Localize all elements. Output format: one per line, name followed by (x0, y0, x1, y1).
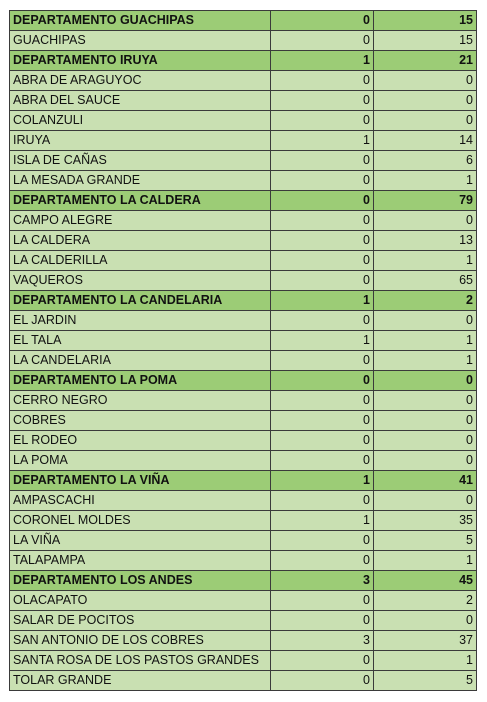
cell-name[interactable]: LA MESADA GRANDE (10, 171, 271, 191)
cell-count-b[interactable]: 35 (374, 511, 477, 531)
cell-count-a[interactable]: 0 (271, 91, 374, 111)
cell-count-a[interactable]: 0 (271, 111, 374, 131)
cell-count-a[interactable]: 0 (271, 351, 374, 371)
cell-count-a[interactable]: 0 (271, 411, 374, 431)
cell-name[interactable]: DEPARTAMENTO LA CALDERA (10, 191, 271, 211)
cell-count-a[interactable]: 0 (271, 171, 374, 191)
cell-name[interactable]: LA CANDELARIA (10, 351, 271, 371)
table-row (10, 351, 477, 371)
cell-name[interactable]: DEPARTAMENTO LA CANDELARIA (10, 291, 271, 311)
cell-count-b[interactable]: 1 (374, 251, 477, 271)
cell-count-b[interactable]: 41 (374, 471, 477, 491)
cell-count-b[interactable]: 0 (374, 411, 477, 431)
department-row (10, 371, 477, 391)
department-table (9, 10, 477, 691)
cell-name[interactable]: LA VIÑA (10, 531, 271, 551)
cell-count-a[interactable]: 0 (271, 431, 374, 451)
cell-name[interactable]: CAMPO ALEGRE (10, 211, 271, 231)
cell-name[interactable]: TOLAR GRANDE (10, 671, 271, 691)
table-row (10, 491, 477, 511)
cell-count-a[interactable]: 0 (271, 451, 374, 471)
table-row (10, 331, 477, 351)
table-row (10, 71, 477, 91)
cell-count-b[interactable]: 14 (374, 131, 477, 151)
cell-count-a[interactable]: 0 (271, 231, 374, 251)
cell-count-b[interactable]: 45 (374, 571, 477, 591)
cell-count-b[interactable]: 0 (374, 391, 477, 411)
table-row (10, 111, 477, 131)
table-row (10, 271, 477, 291)
cell-count-a[interactable]: 0 (271, 151, 374, 171)
cell-name[interactable]: ABRA DE ARAGUYOC (10, 71, 271, 91)
cell-name[interactable]: VAQUEROS (10, 271, 271, 291)
cell-count-a[interactable]: 0 (271, 311, 374, 331)
cell-count-b[interactable]: 0 (374, 611, 477, 631)
cell-count-a[interactable]: 0 (271, 491, 374, 511)
cell-count-a[interactable]: 3 (271, 571, 374, 591)
cell-count-b[interactable]: 0 (374, 111, 477, 131)
table-row (10, 411, 477, 431)
table-row (10, 671, 477, 691)
cell-count-a[interactable]: 0 (271, 551, 374, 571)
department-row (10, 11, 477, 31)
department-row (10, 51, 477, 71)
table-row (10, 251, 477, 271)
department-row (10, 571, 477, 591)
table-row (10, 591, 477, 611)
cell-count-b[interactable]: 2 (374, 291, 477, 311)
cell-count-a[interactable]: 3 (271, 631, 374, 651)
cell-count-b[interactable]: 13 (374, 231, 477, 251)
cell-count-a[interactable]: 0 (271, 391, 374, 411)
cell-count-b[interactable]: 79 (374, 191, 477, 211)
cell-count-b[interactable]: 1 (374, 651, 477, 671)
cell-count-b[interactable]: 1 (374, 331, 477, 351)
cell-name[interactable]: SAN ANTONIO DE LOS COBRES (10, 631, 271, 651)
table-row (10, 171, 477, 191)
table-row (10, 531, 477, 551)
cell-count-b[interactable]: 37 (374, 631, 477, 651)
table-row (10, 231, 477, 251)
cell-count-a[interactable]: 1 (271, 471, 374, 491)
cell-count-b[interactable]: 2 (374, 591, 477, 611)
cell-count-b[interactable]: 0 (374, 211, 477, 231)
cell-count-b[interactable]: 15 (374, 31, 477, 51)
cell-name[interactable]: TALAPAMPA (10, 551, 271, 571)
cell-count-a[interactable]: 0 (271, 611, 374, 631)
cell-name[interactable]: SANTA ROSA DE LOS PASTOS GRANDES (10, 651, 271, 671)
cell-count-b[interactable]: 0 (374, 371, 477, 391)
cell-count-a[interactable]: 0 (271, 191, 374, 211)
cell-count-a[interactable]: 1 (271, 131, 374, 151)
cell-count-b[interactable]: 0 (374, 311, 477, 331)
cell-count-a[interactable]: 0 (271, 211, 374, 231)
cell-name[interactable]: LA CALDERILLA (10, 251, 271, 271)
cell-name[interactable]: EL JARDIN (10, 311, 271, 331)
spreadsheet (9, 10, 476, 691)
department-row (10, 471, 477, 491)
cell-count-a[interactable]: 0 (271, 591, 374, 611)
cell-name[interactable]: AMPASCACHI (10, 491, 271, 511)
cell-count-b[interactable]: 1 (374, 351, 477, 371)
cell-name[interactable]: EL TALA (10, 331, 271, 351)
cell-count-b[interactable]: 6 (374, 151, 477, 171)
cell-name[interactable]: ISLA DE CAÑAS (10, 151, 271, 171)
cell-name[interactable]: CORONEL MOLDES (10, 511, 271, 531)
cell-count-b[interactable]: 1 (374, 551, 477, 571)
cell-count-b[interactable]: 0 (374, 431, 477, 451)
table-row (10, 631, 477, 651)
cell-name[interactable]: EL RODEO (10, 431, 271, 451)
table-row (10, 31, 477, 51)
cell-count-a[interactable]: 0 (271, 11, 374, 31)
cell-count-a[interactable]: 0 (271, 271, 374, 291)
cell-name[interactable]: LA POMA (10, 451, 271, 471)
table-row (10, 211, 477, 231)
cell-name[interactable]: DEPARTAMENTO LA POMA (10, 371, 271, 391)
cell-count-b[interactable]: 0 (374, 91, 477, 111)
cell-name[interactable]: DEPARTAMENTO LA VIÑA (10, 471, 271, 491)
table-row (10, 431, 477, 451)
cell-name[interactable]: DEPARTAMENTO IRUYA (10, 51, 271, 71)
cell-count-a[interactable]: 0 (271, 31, 374, 51)
table-body (10, 11, 477, 691)
cell-name[interactable]: ABRA DEL SAUCE (10, 91, 271, 111)
cell-count-a[interactable]: 0 (271, 371, 374, 391)
cell-count-a[interactable]: 0 (271, 671, 374, 691)
cell-count-a[interactable]: 1 (271, 331, 374, 351)
table-row (10, 91, 477, 111)
cell-name[interactable]: LA CALDERA (10, 231, 271, 251)
table-row (10, 131, 477, 151)
table-row (10, 551, 477, 571)
department-row (10, 291, 477, 311)
cell-count-b[interactable]: 0 (374, 491, 477, 511)
cell-count-b[interactable]: 5 (374, 531, 477, 551)
cell-name[interactable]: GUACHIPAS (10, 31, 271, 51)
cell-count-a[interactable]: 1 (271, 291, 374, 311)
table-row (10, 511, 477, 531)
department-row (10, 191, 477, 211)
cell-name[interactable]: COBRES (10, 411, 271, 431)
cell-count-a[interactable]: 0 (271, 531, 374, 551)
cell-count-a[interactable]: 1 (271, 511, 374, 531)
cell-count-a[interactable]: 0 (271, 251, 374, 271)
cell-count-b[interactable]: 0 (374, 451, 477, 471)
table-row (10, 391, 477, 411)
table-row (10, 451, 477, 471)
cell-name[interactable]: DEPARTAMENTO LOS ANDES (10, 571, 271, 591)
cell-name[interactable]: CERRO NEGRO (10, 391, 271, 411)
cell-name[interactable]: OLACAPATO (10, 591, 271, 611)
cell-count-b[interactable]: 65 (374, 271, 477, 291)
cell-name[interactable]: COLANZULI (10, 111, 271, 131)
cell-name[interactable]: DEPARTAMENTO GUACHIPAS (10, 11, 271, 31)
cell-count-b[interactable]: 21 (374, 51, 477, 71)
table-row (10, 311, 477, 331)
cell-count-b[interactable]: 1 (374, 171, 477, 191)
cell-count-b[interactable]: 0 (374, 71, 477, 91)
cell-name[interactable]: SALAR DE POCITOS (10, 611, 271, 631)
cell-name[interactable]: IRUYA (10, 131, 271, 151)
table-row (10, 651, 477, 671)
cell-count-a[interactable]: 1 (271, 51, 374, 71)
cell-count-b[interactable]: 15 (374, 11, 477, 31)
table-row (10, 151, 477, 171)
cell-count-a[interactable]: 0 (271, 71, 374, 91)
cell-count-a[interactable]: 0 (271, 651, 374, 671)
table-row (10, 611, 477, 631)
cell-count-b[interactable]: 5 (374, 671, 477, 691)
